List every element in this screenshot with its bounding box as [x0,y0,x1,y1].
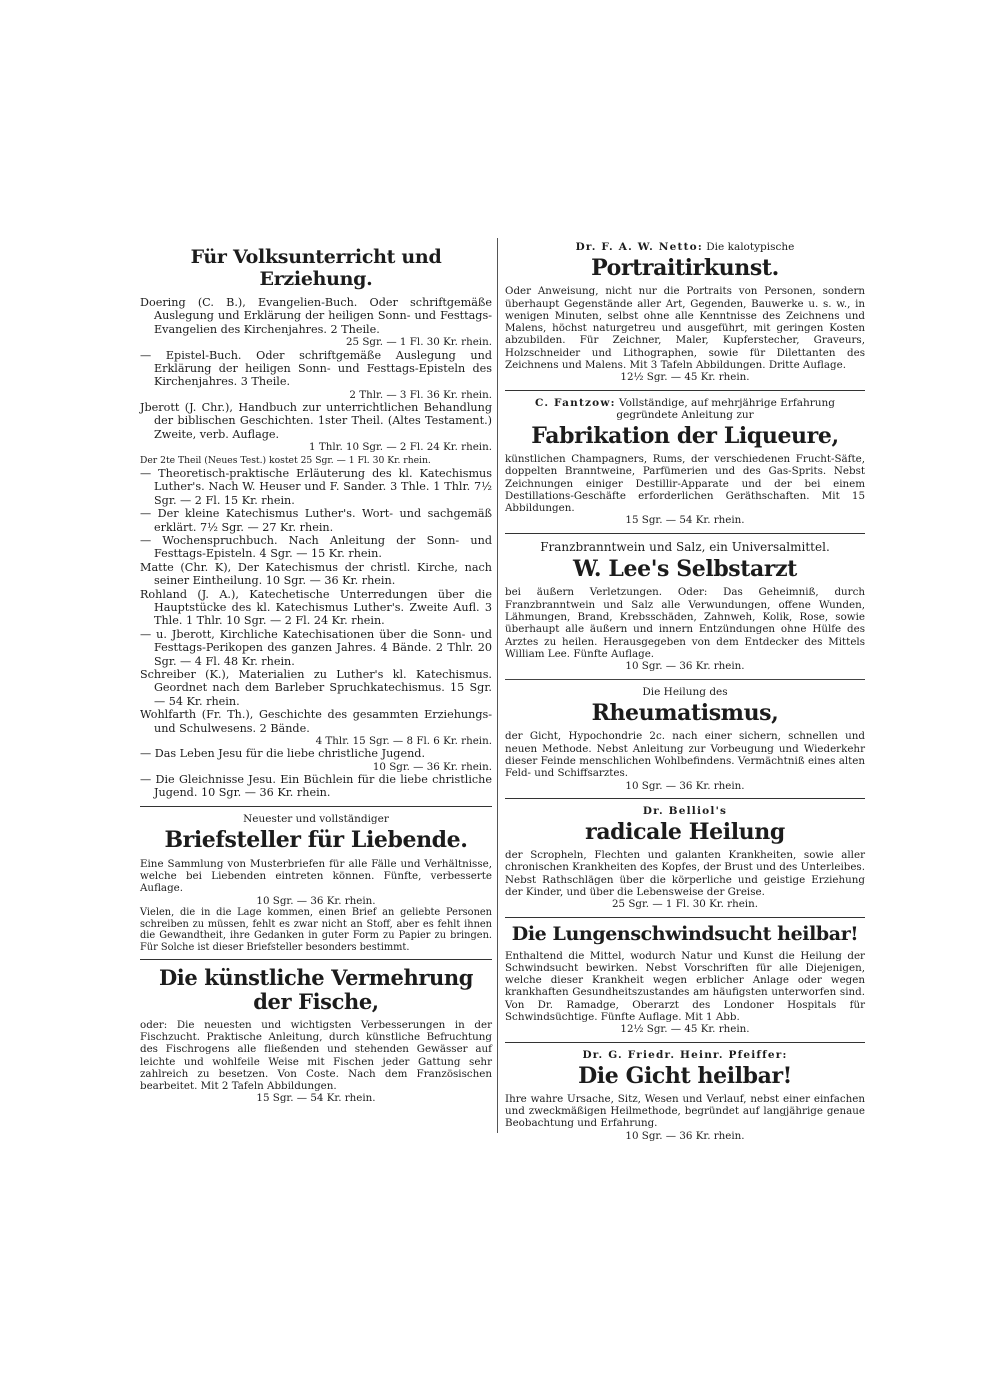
ad-selbstarzt [505,540,865,673]
divider-line [505,679,865,680]
ad-price: 12½ Sgr. — 45 Kr. rhein. [620,371,750,384]
ad-pretitle: Die Heilung des [642,685,728,698]
ad-price: 10 Sgr. — 36 Kr. rhein. [256,894,376,907]
ad-pretitle: Die kalotypische [706,241,795,253]
ad-title: Die Gicht heilbar! [578,1062,792,1089]
ad-description: bei äußern Verletzungen. Oder: Das Geheimniß, durch Franzbranntwein und Salz alle Verwundungen, offene Wunden, Lähmungen, Brand, Krebsschäden, Zahnweh, Kolik, Rose, sowie überhaupt alle äußern und innern Entzündungen ohne Hülfe des Arztes zu heilen. Herausgegeben von dem Entdecker des Mittels William Lee. Fünfte Auflage. [505,586,865,660]
ad-title: W. Lee's Selbstarzt [573,556,797,583]
book-entry: — Theoretisch-praktische Erläuterung des kl. Katechismus Luther's. Nach W. Heuser und F. Sander. 3 Thle. 1 Thlr. 7½ Sgr. — 2 Fl. 15 Kr. rhein. [140,466,492,507]
book-entry: — Wochenspruchbuch. Nach Anleitung der Sonn- und Festtags-Episteln. 4 Sgr. — 15 Kr. rhein. [140,533,492,561]
ad-author-line [505,397,865,421]
ad-radicale-heilung [505,805,865,911]
ad-briefsteller [140,813,492,953]
ad-author-line [505,241,865,253]
ad-rheumatismus [505,686,865,792]
ad-title: Rheumatismus, [591,700,779,727]
ad-author: Dr. Belliol's [642,804,728,817]
book-entry: — Der kleine Katechismus Luther's. Wort- und sachgemäß erklärt. 7½ Sgr. — 27 Kr. rhein. [140,507,492,534]
column-divider [497,238,498,1133]
newspaper-page [140,238,865,1142]
ad-description: Enthaltend die Mittel, wodurch Natur und Kunst die Heilung der Schwindsucht bewirken. Nebst Vorschriften für alle Diejenigen, welche dieser Krankheit wegen erblicher Anlage oder wegen krankhaften Gesundheitszustandes am häufigsten unterworfen sind. Von Dr. Ramadge, Oberarzt des Londoner Hospitals für Schwindsüchtige. Fünfte Auflage. Mit 1 Abb. [505,949,865,1023]
book-price: 1 Thlr. 10 Sgr. — 2 Fl. 24 Kr. rhein. [309,441,492,454]
ad-description: oder: Die neuesten und wichtigsten Verbesserungen in der Fischzucht. Praktische Anleitung, durch künstliche Befruchtung des Fischrogens alle fließenden und stehenden Gewässer auf leichte und wohlfeile Weise mit Fischen jeder Gattung sehr zahlreich zu besetzen. Von Coste. Nach dem Französischen bearbeitet. Mit 2 Tafeln Abbildungen. [140,1018,492,1093]
ad-author: C. Fantzow: [534,396,616,409]
book-entry: Schreiber (K.), Materialien zu Luther's kl. Katechismus. Geordnet nach dem Barleber Spruchkatechismus. 15 Sgr. — 54 Kr. rhein. [140,668,492,708]
ad-price: 10 Sgr. — 36 Kr. rhein. [625,1129,745,1142]
divider-line [505,533,865,534]
ad-author: Dr. G. Friedr. Heinr. Pfeiffer: [582,1048,788,1061]
ad-pretitle: Vollständige, auf mehrjährige Erfahrung gegründete Anleitung zur [616,396,836,421]
ad-price: 10 Sgr. — 36 Kr. rhein. [625,660,745,673]
book-entry: — Das Leben Jesu für die liebe christliche Jugend. [140,747,425,761]
section-title: Für Volksunterricht und Erziehung. [190,246,442,290]
book-price: 4 Thlr. 15 Sgr. — 8 Fl. 6 Kr. rhein. [315,735,492,748]
ad-liqueure [505,397,865,527]
ad-description: Ihre wahre Ursache, Sitz, Wesen und Verlauf, nebst einer einfachen und zweckmäßigen Heilmethode, begründet auf langjährige genaue Beobachtung und Erfahrung. [505,1092,865,1130]
book-entry: Rohland (J. A.), Katechetische Unterredungen über die Hauptstücke des kl. Katechismus Luther's. Zweite Aufl. 3 Thle. 1 Thlr. 10 Sgr. — 2 Fl. 24 Kr. rhein. [140,587,492,628]
book-entry: Wohlfarth (Fr. Th.), Geschichte des gesammten Erziehungs- und Schulwesens. 2 Bände. [140,708,492,735]
ad-author-line [505,1049,865,1061]
left-column [140,238,492,1105]
ad-description: künstlichen Champagners, Rums, der verschiedenen Frucht-Säfte, doppelten Branntweine, Parfümerien und des Gas-Sprits. Nebst Zeichnungen einiger Destillir-Apparate und der bei einem Destillations-Geschäfte erforderlichen Geräthschaften. Mit 15 Abbildungen. [505,452,865,515]
ad-title: Briefsteller für Liebende. [164,827,468,854]
ad-title: Portraitirkunst. [591,255,779,281]
ad-description: Eine Sammlung von Musterbriefen für alle Fälle und Verhältnisse, welche bei Liebenden eintreten können. Fünfte, verbesserte Auflage. [140,857,492,895]
right-column [505,238,865,1142]
ad-author-line [505,805,865,817]
ad-description: der Gicht, Hypochondrie 2c. nach einer sichern, schnellen und neuen Methode. Nebst Anleitung zur Vorbeugung und Wiederkehr dieser Feinde menschlichen Wohlbefindens. Vermächtniß eines alten Feld- und Schiffsarztes. [505,730,865,780]
ad-portrait [505,241,865,384]
ad-title: radicale Heilung [585,818,785,845]
divider-line [505,1042,865,1043]
book-price: 25 Sgr. — 1 Fl. 30 Kr. rhein. [346,336,492,349]
divider-line [505,798,865,799]
book-entry: — Epistel-Buch. Oder schriftgemäße Auslegung und Erklärung der heiligen Sonn- und Festtags-Episteln des Kirchenjahres. 3 Theile. [140,348,492,389]
ad-note: Vielen, die in die Lage kommen, einen Brief an geliebte Personen schreiben zu müssen, fehlt es zwar nicht an Stoff, aber es fehlt ihnen die Gewandtheit, ihre Gedanken in guter Form zu Papier zu bringen. Für Solche ist dieser Briefsteller besonders bestimmt. [140,906,492,953]
book-list [140,296,492,800]
ad-price: 15 Sgr. — 54 Kr. rhein. [256,1092,376,1105]
book-entry: — Die Gleichnisse Jesu. Ein Büchlein für die liebe christliche Jugend. 10 Sgr. — 36 Kr. rhein. [140,773,492,800]
ad-price: 10 Sgr. — 36 Kr. rhein. [625,779,745,792]
ad-title: Die künstliche Vermehrung der Fische, [158,965,474,1015]
ad-author: Dr. F. A. W. Netto: [575,241,703,253]
ad-title: Fabrikation der Liqueure, [531,422,839,449]
ad-lungenschwindsucht [505,924,865,1036]
ad-fische [140,966,492,1104]
ad-price: 25 Sgr. — 1 Fl. 30 Kr. rhein. [612,898,758,911]
book-price: 2 Thlr. — 3 Fl. 36 Kr. rhein. [349,388,492,401]
book-entry: Jberott (J. Chr.), Handbuch zur unterrichtlichen Behandlung der biblischen Geschichten. 1ster Theil. (Altes Testament.) Zweite, verb. Auflage. [140,401,492,441]
book-entry: Doering (C. B.), Evangelien-Buch. Oder schriftgemäße Auslegung und Erklärung der heiligen Sonn- und Festtags-Evangelien des Kirchenjahres. 2 Theile. [140,296,492,336]
ad-gicht [505,1049,865,1142]
ad-pretitle: Neuester und vollständiger [243,812,389,825]
divider-line [505,917,865,918]
ad-description: der Scropheln, Flechten und galanten Krankheiten, sowie aller chronischen Krankheiten des Kopfes, der Brust und des Unterleibes. Nebst Rathschlägen über die körperliche und geistige Erziehung der Kinder, und über die Lebensweise der Greise. [505,849,865,899]
ad-pretitle: Franzbranntwein und Salz, ein Universalmittel. [540,539,830,554]
book-price: 10 Sgr. — 36 Kr. rhein. [372,760,492,773]
ad-price: 12½ Sgr. — 45 Kr. rhein. [620,1023,750,1036]
book-entry: — u. Jberott, Kirchliche Katechisationen über die Sonn- und Festtags-Perikopen des ganzen Jahres. 4 Bände. 2 Thlr. 20 Sgr. — 4 Fl. 48 Kr. rhein. [140,627,492,668]
book-note: Der 2te Theil (Neues Test.) kostet 25 Sgr. — 1 Fl. 30 Kr. rhein. [140,454,431,466]
divider-line [505,390,865,391]
divider-line [140,806,492,807]
ad-price: 15 Sgr. — 54 Kr. rhein. [625,514,745,527]
divider-line [140,959,492,960]
ad-description: Oder Anweisung, nicht nur die Portraits von Personen, sondern überhaupt Gegenstände aller Art, Gegenden, Bauwerke u. s. w., in wenigen Minuten, selbst ohne alle Kenntnisse des Zeichnens und Malens, höchst naturgetreu und ausgeführt, mit geringen Kosten abzubilden. Für Zeichner, Maler, Kupferstecher, Graveurs, Holzschneider und Lithographen, sowie für Dilettanten des Zeichnens und Malens. Mit 3 Tafeln Abbildungen. Dritte Auflage. [505,285,865,372]
book-entry: Matte (Chr. K), Der Katechismus der christl. Kirche, nach seiner Eintheilung. 10 Sgr. — 36 Kr. rhein. [140,560,492,588]
ad-title: Die Lungenschwindsucht heilbar! [511,922,859,945]
